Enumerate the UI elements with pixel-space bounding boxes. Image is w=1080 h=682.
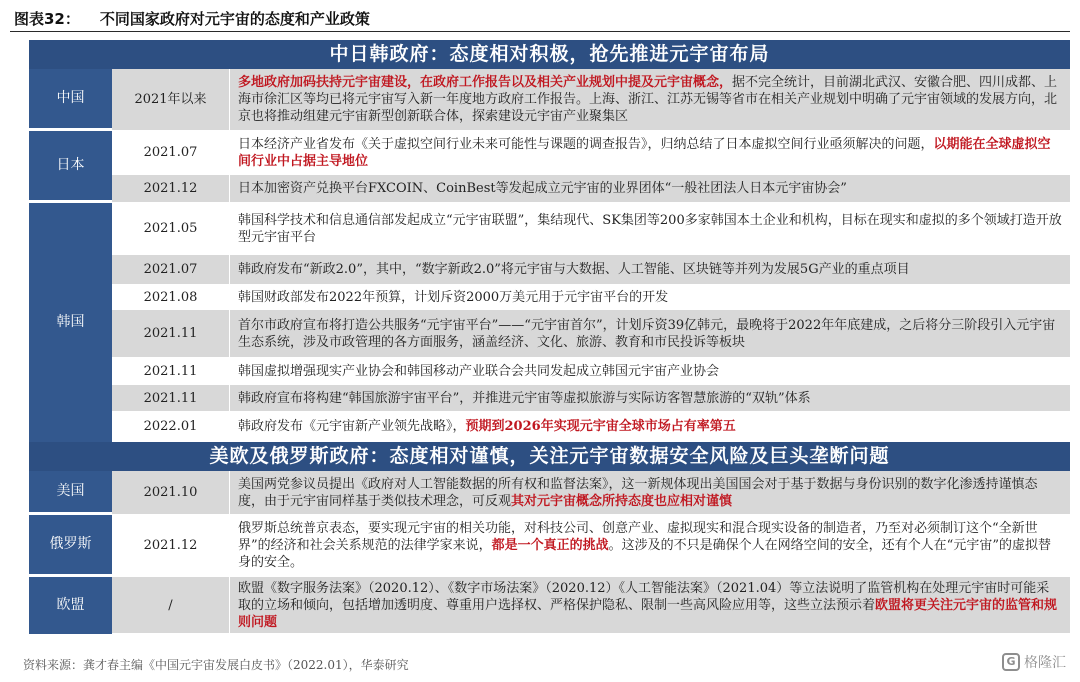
desc-korea-7: [230, 412, 1070, 442]
date-korea-7: 2022.01: [112, 412, 230, 442]
section-asia: [29, 40, 1070, 442]
highlight-china: 多地政府加码扶持元宇宙建设，在政府工作报告以及相关产业规划中提及元宇宙概念，: [238, 75, 733, 90]
date-japan-1: 2021.07: [112, 131, 230, 175]
date-korea-1: 2021.05: [112, 203, 230, 255]
figure-title: [14, 8, 370, 29]
section-west: [29, 442, 1070, 634]
highlight-korea-7: 预期到2026年实现元宇宙全球市场占有率第五: [465, 419, 736, 434]
date-japan-2: 2021.12: [112, 175, 230, 203]
text-china: 据不完全统计，目前湖北武汉、安徽合肥、四川成都、上海市徐汇区等均已将元宇宙写入新一年度地方政府工作报告。上海、浙江、江苏无锡等省市在相关产业规划中明确了元宇宙领域的发展方向，北京也将推动组建元宇宙新型创新联合体，探索建设元宇宙产业聚集区: [238, 75, 1058, 124]
highlight-usa: 其对元宇宙概念所持态度也应相对谨慎: [511, 493, 733, 509]
date-korea-2: 2021.07: [112, 255, 230, 285]
text-korea-3: 韩国财政部发布2022年预算，计划斥资2000万美元用于元宇宙平台的开发: [238, 289, 669, 305]
desc-korea-4: [230, 310, 1070, 358]
date-korea-6: 2021.11: [112, 385, 230, 412]
highlight-eu: 欧盟将更关注元宇宙的监管和规则问题: [238, 597, 1058, 630]
date-usa: 2021.10: [112, 471, 230, 515]
country-usa: 美国: [29, 471, 112, 515]
date-eu: /: [112, 577, 230, 634]
country-korea: 韩国: [29, 203, 112, 442]
country-eu: 欧盟: [29, 577, 112, 634]
text-korea-4: 首尔市政府宣布将打造公共服务“元宇宙平台”——“元宇宙首尔”，计划斥资39亿韩元，最晚将于2022年年底建成，之后将分三阶段引入元宇宙生态系统，涉及市政管理的各方面服务，涵盖经济、文化、旅游、教育和市民投诉等板块: [238, 317, 1056, 350]
watermark-text: 格隆汇: [1024, 655, 1066, 671]
gelonghui-logo-icon: G: [1002, 653, 1020, 671]
figure-title-text: 不同国家政府对元宇宙的态度和产业政策: [99, 10, 370, 28]
desc-usa: [230, 471, 1070, 515]
section-west-table: [29, 471, 1070, 634]
desc-korea-2: [230, 255, 1070, 285]
section-asia-header: 中日韩政府：态度相对积极，抢先推进元宇宙布局: [29, 40, 1070, 69]
text-japan-1: 日本经济产业省发布《关于虚拟空间行业未来可能性与课题的调查报告》，归纳总结了日本虚拟空间行业亟须解决的问题，: [238, 136, 934, 152]
date-korea-5: 2021.11: [112, 358, 230, 385]
text-russia-after: 。这涉及的不只是确保个人在网络空间的安全，还有个人在“元宇宙”的虚拟替身的安全。: [238, 538, 1051, 570]
date-china: 2021年以来: [112, 69, 230, 131]
text-korea-1: 韩国科学技术和信息通信部发起成立“元宇宙联盟”，集结现代、SK集团等200多家韩国本土企业和机构，目标在现实和虚拟的多个领域打造开放型元宇宙平台: [238, 212, 1062, 245]
desc-china: [230, 69, 1070, 131]
desc-korea-5: [230, 358, 1070, 385]
text-japan-2: 日本加密资产兑换平台FXCOIN、CoinBest等发起成立元宇宙的业界团体“一般社团法人日本元宇宙协会”: [238, 181, 847, 196]
country-china: 中国: [29, 69, 112, 131]
title-rule: [10, 31, 1070, 32]
section-asia-table: [29, 69, 1070, 442]
text-korea-7: 韩政府发布《元宇宙新产业领先战略》，: [238, 419, 466, 434]
text-eu: 欧盟《数字服务法案》（2020.12）、《数字市场法案》（2020.12）《人工智能法案》（2021.04）等立法说明了监管机构在处理元宇宙时可能采取的立场和倾向，包括增加透明度、尊重用户选择权、严格保护隐私、限制一些高风险应用等，这些立法预示着: [238, 580, 1050, 613]
date-russia: 2021.12: [112, 515, 230, 577]
highlight-japan-1: 以期能在全球虚拟空间行业中占据主导地位: [238, 136, 1051, 169]
section-west-header: 美欧及俄罗斯政府：态度相对谨慎，关注元宇宙数据安全风险及巨头垄断问题: [29, 442, 1070, 471]
date-korea-4: 2021.11: [112, 310, 230, 358]
text-korea-2: 韩政府发布“新政2.0”，其中，“数字新政2.0”将元宇宙与大数据、人工智能、区块链等并列为发展5G产业的重点项目: [238, 262, 910, 277]
date-korea-3: 2021.08: [112, 285, 230, 310]
watermark: [1002, 652, 1066, 672]
figure-number: 图表32：: [14, 10, 80, 28]
text-russia: 俄罗斯总统普京表态，要实现元宇宙的相关功能，对科技公司、创意产业、虚拟现实和混合现实设备的制造者，乃至对必须制订这个“全新世界”的经济和社会关系规范的法律学家来说，: [238, 521, 1038, 553]
desc-korea-3: [230, 285, 1070, 310]
source-note: 资料来源：龚才春主编《中国元宇宙发展白皮书》（2022.01），华泰研究: [23, 658, 409, 672]
desc-japan-2: [230, 175, 1070, 203]
text-korea-5: 韩国虚拟增强现实产业协会和韩国移动产业联合会共同发起成立韩国元宇宙产业协会: [238, 363, 720, 379]
desc-korea-6: [230, 385, 1070, 412]
desc-russia: [230, 515, 1070, 577]
desc-japan-1: [230, 131, 1070, 175]
highlight-russia: 都是一个真正的挑战: [491, 538, 609, 553]
desc-eu: [230, 577, 1070, 634]
text-usa: 美国两党参议员提出《政府对人工智能数据的所有权和监督法案》，这一新规体现出美国国会对于基于数据与身份识别的数字化渗透持谨慎态度，由于元宇宙同样基于类似技术理念，可反观: [238, 476, 1038, 509]
country-japan: 日本: [29, 131, 112, 203]
country-russia: 俄罗斯: [29, 515, 112, 577]
desc-korea-1: [230, 203, 1070, 255]
text-korea-6: 韩政府宣布将构建“韩国旅游宇宙平台”，并推进元宇宙等虚拟旅游与实际访客智慧旅游的“双轨”体系: [238, 390, 811, 406]
